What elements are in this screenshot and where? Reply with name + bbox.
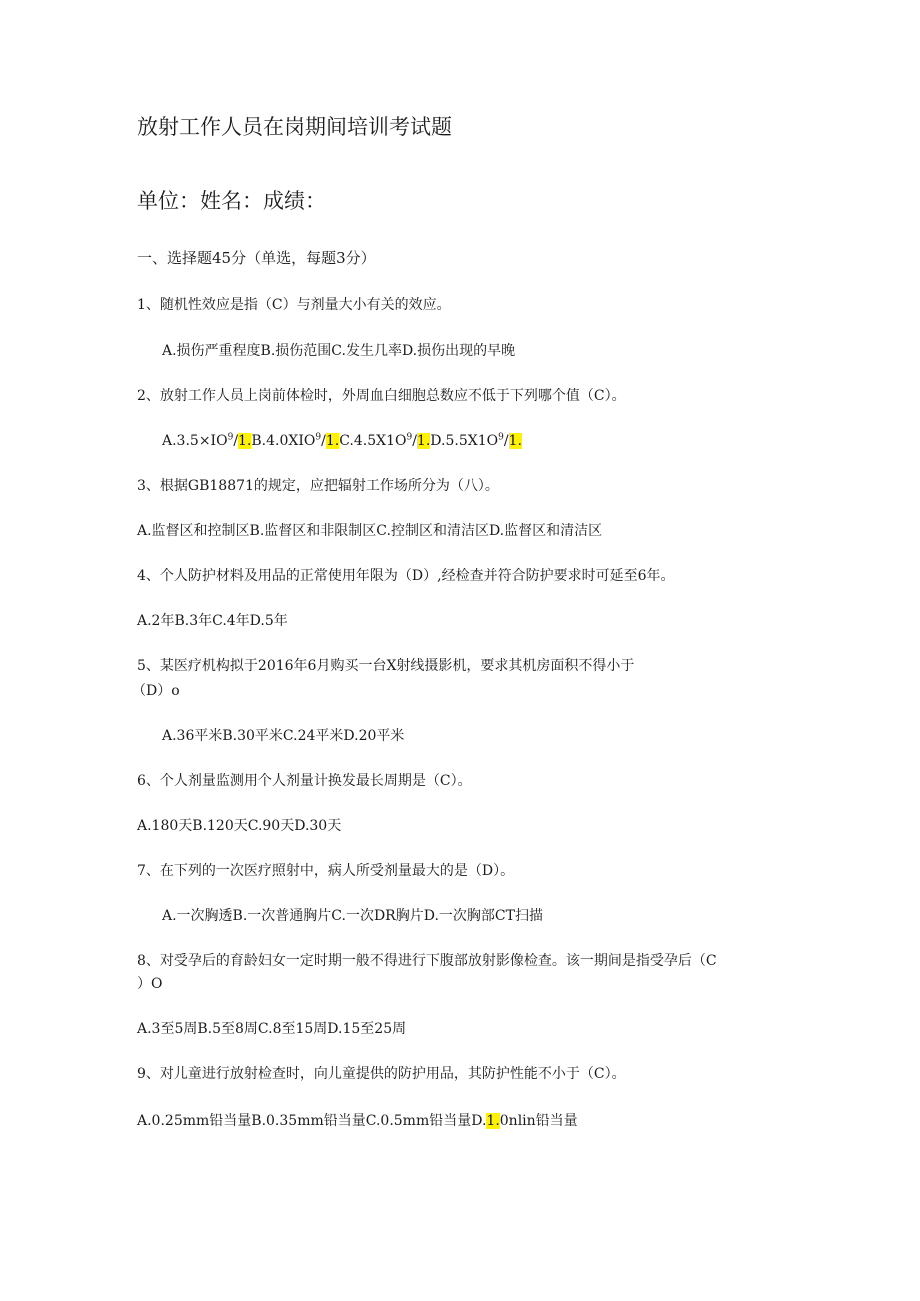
slash: / [233, 433, 239, 449]
question-9-options [137, 1111, 578, 1131]
question-2-options [162, 431, 522, 451]
exam-title: 放射工作人员在岗期间培训考试题 [137, 115, 452, 139]
question-9-stem: 9、对儿童进行放射检查时，向儿童提供的防护用品，其防护性能不小于（C）。 [137, 1066, 626, 1082]
options-text: A.0.25mm铅当量B.0.35mm铅当量C.0.5mm铅当量D. [137, 1113, 487, 1129]
slash: / [503, 433, 509, 449]
question-1-stem: 1、随机性效应是指（C）与剂量大小有关的效应。 [137, 297, 451, 313]
question-8-stem-line-2: ）O [137, 976, 163, 992]
highlighted-unit: 1. [325, 433, 340, 449]
question-5-options: A.36平米B.30平米C.24平米D.20平米 [162, 728, 405, 744]
question-4-stem: 4、个人防护材料及用品的正常使用年限为（D）,经检查并符合防护要求时可延至6年。 [137, 568, 675, 584]
option-b: B.4.0XIO [251, 433, 316, 449]
highlighted-unit: 1. [508, 433, 522, 449]
options-text-tail: 0nlin铅当量 [499, 1113, 578, 1129]
exponent: 9 [498, 432, 504, 443]
slash: / [412, 433, 417, 449]
section-heading: 一、选择题45分（单选，每题3分） [137, 249, 376, 267]
question-4-options: A.2年B.3年C.4年D.5年 [137, 613, 288, 629]
question-6-options: A.180天B.120天C.90天D.30天 [137, 818, 342, 834]
question-3-options: A.监督区和控制区B.监督区和非限制区C.控制区和清洁区D.监督区和清洁区 [137, 523, 603, 539]
question-5-stem-line-2: （D）o [132, 683, 180, 699]
question-5-stem-line-1: 5、某医疗机构拟于2016年6月购买一台X射线摄影机，要求其机房面积不得小于 [137, 658, 635, 674]
highlighted-value: 1. [486, 1113, 500, 1129]
highlighted-unit: 1. [416, 433, 431, 449]
question-8-stem-line-1: 8、对受孕后的育龄妇女一定时期一般不得进行下腹部放射影像检查。该一期间是指受孕后（C [137, 953, 717, 969]
question-2-stem: 2、放射工作人员上岗前体检时，外周血白细胞总数应不低于下列哪个值（C）。 [137, 388, 626, 404]
option-c: C.4.5X1O [339, 433, 407, 449]
question-1-options: A.损伤严重程度B.损伤范围C.发生几率D.损伤出现的早晚 [162, 343, 516, 359]
exponent: 9 [227, 432, 234, 443]
question-7-options: A.一次胸透B.一次普通胸片C.一次DR胸片D.一次胸部CT扫描 [162, 908, 543, 924]
exponent: 9 [315, 432, 322, 443]
question-7-stem: 7、在下列的一次医疗照射中，病人所受剂量最大的是（D）。 [137, 863, 515, 879]
question-8-options: A.3至5周B.5至8周C.8至15周D.15至25周 [137, 1021, 407, 1037]
highlighted-unit: 1. [238, 433, 252, 449]
exponent: 9 [406, 432, 413, 443]
header-fields: 单位：姓名：成绩： [137, 189, 326, 213]
question-6-stem: 6、个人剂量监测用个人剂量计换发最长周期是（C）。 [137, 773, 472, 789]
option-d: D.5.5X1O [430, 433, 499, 449]
slash: / [321, 433, 326, 449]
question-3-stem: 3、根据GB18871的规定，应把辐射工作场所分为（八）。 [137, 478, 499, 494]
option-a: A.3.5×IO [162, 433, 228, 449]
